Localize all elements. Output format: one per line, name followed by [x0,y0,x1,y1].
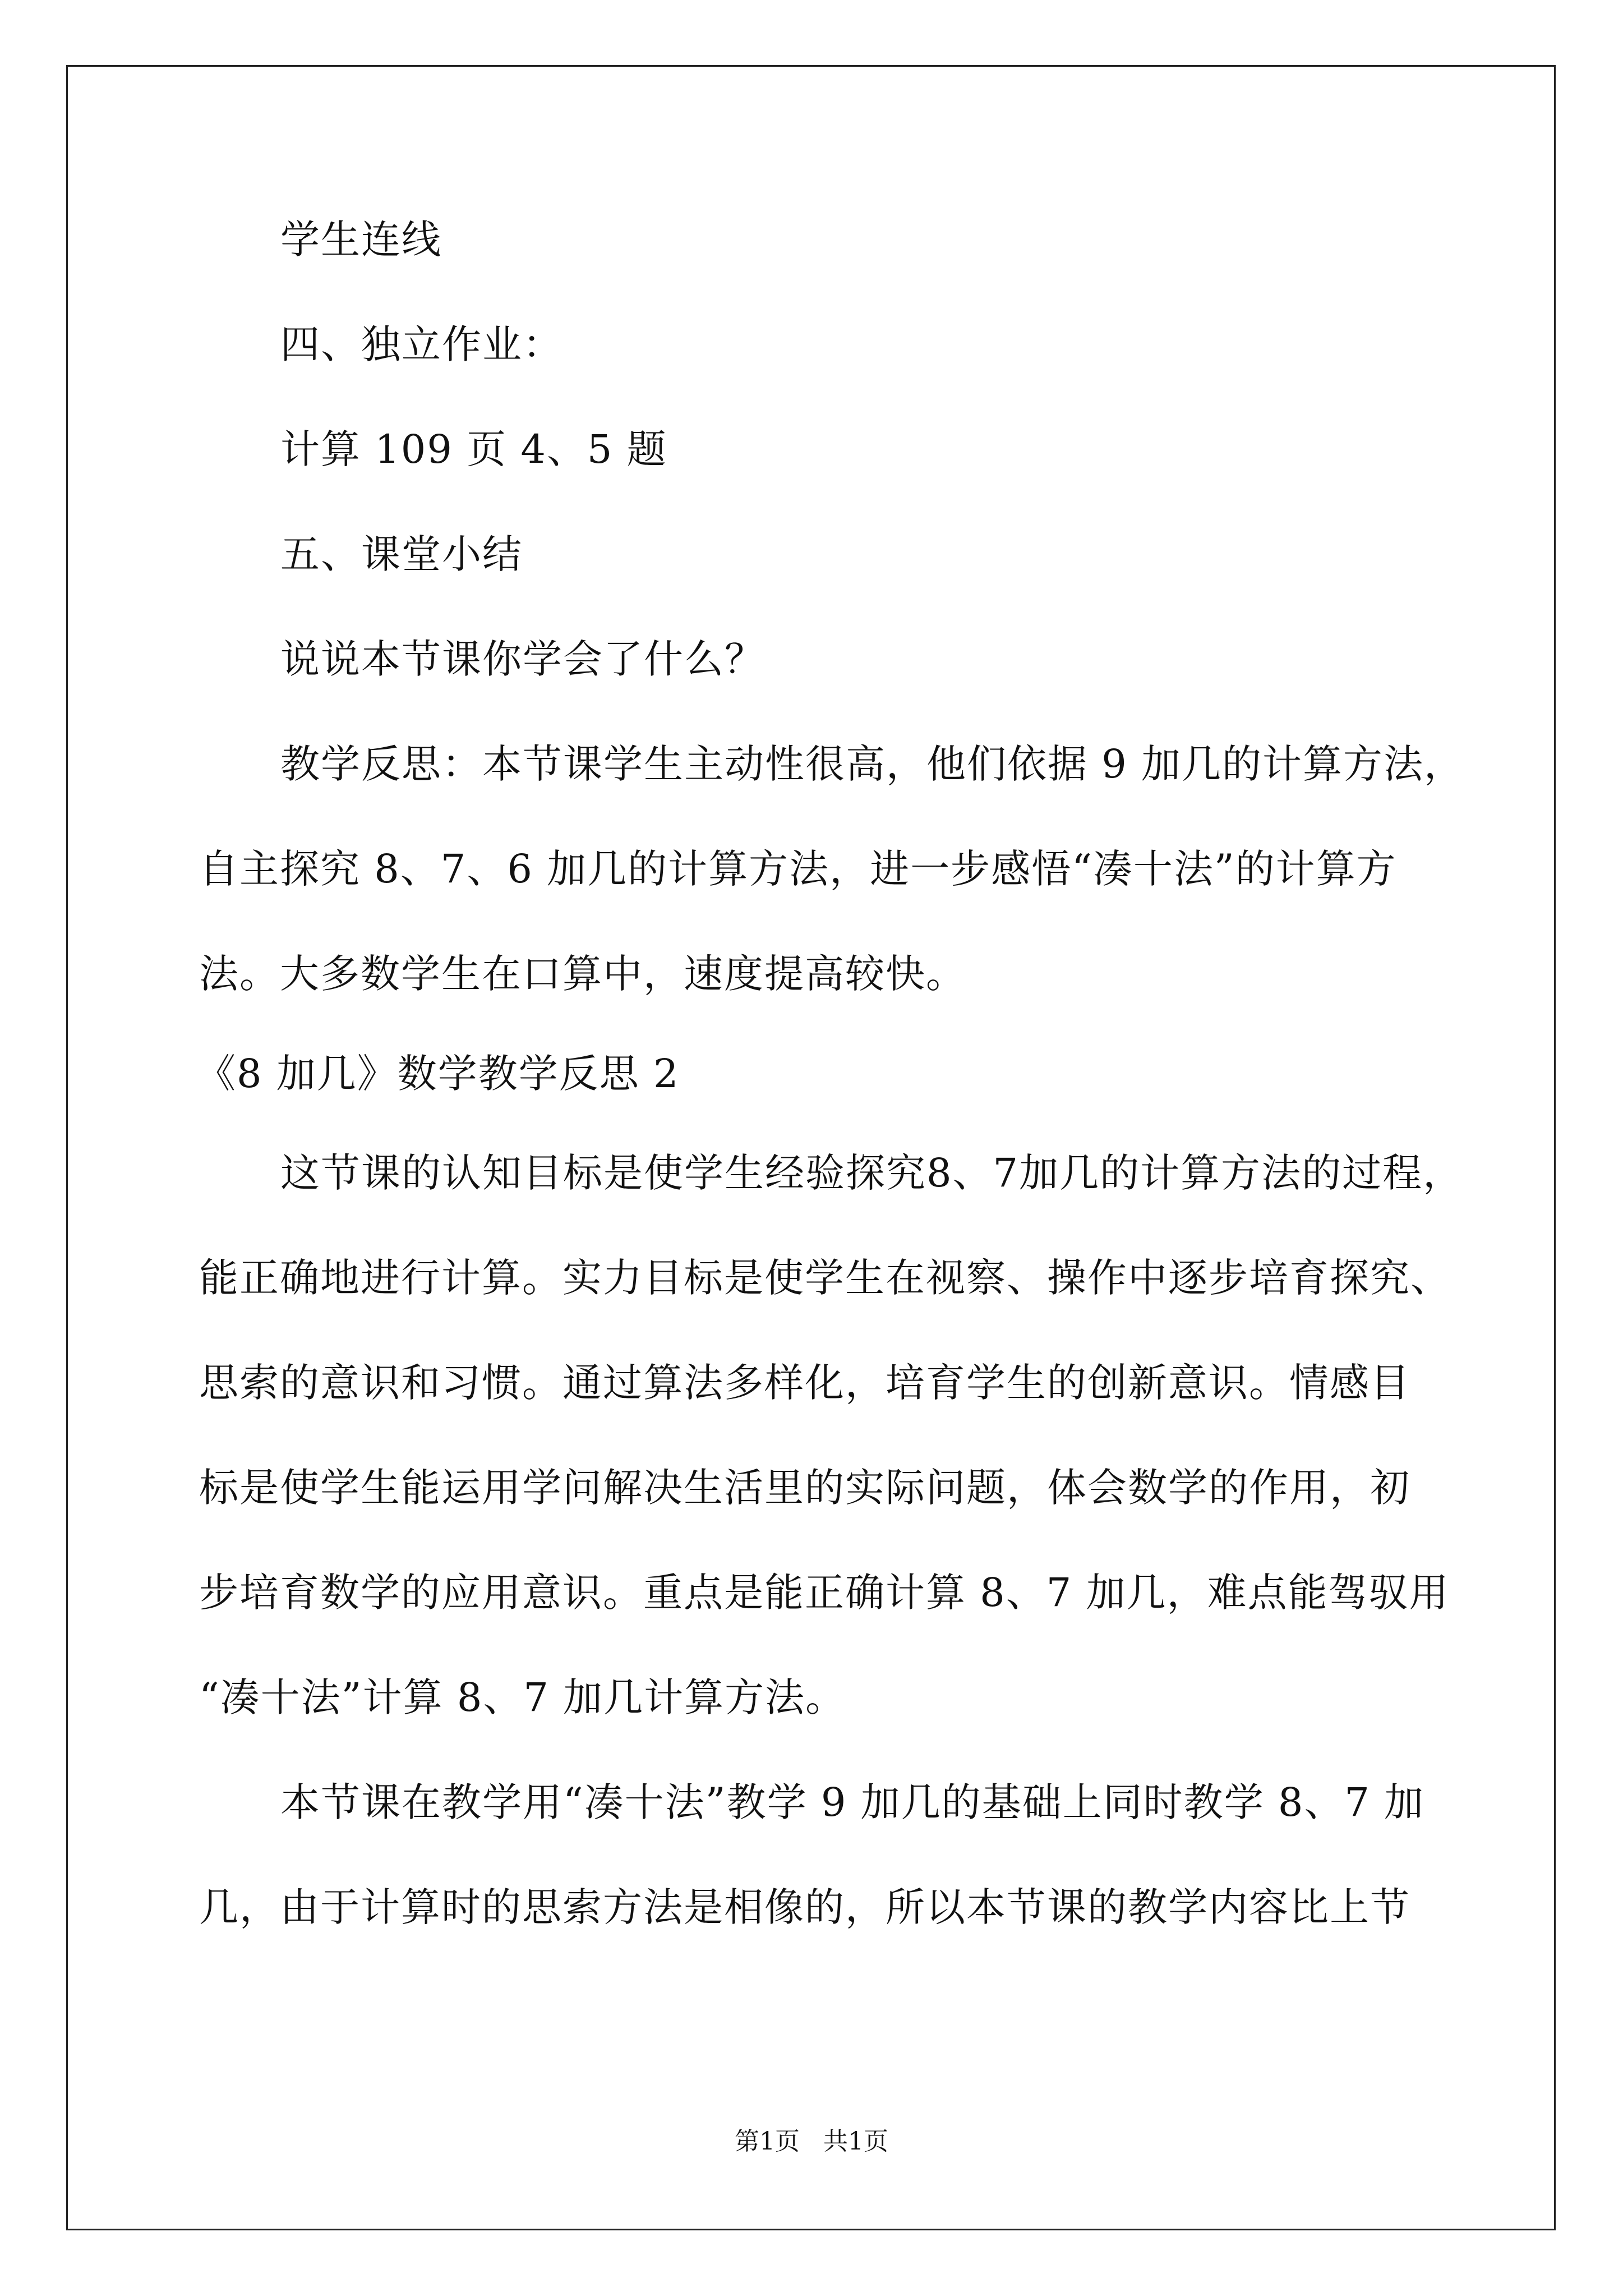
text-line: 说说本节课你学会了什么？ [280,636,765,682]
text-line: 教学反思：本节课学生主动性很高，他们依据 9 加几的计算方法， [280,741,1465,787]
text-line: 这节课的认知目标是使学生经验探究8、7加几的计算方法的过程， [280,1150,1464,1196]
section-heading: 《8 加几》数学教学反思 2 [196,1051,680,1097]
text-line: 自主探究 8、7、6 加几的计算方法，进一步感悟“凑十法”的计算方 [199,846,1397,892]
text-line: 计算 109 页 4、5 题 [280,426,667,472]
text-line: 本节课在教学用“凑十法”教学 9 加几的基础上同时教学 8、7 加 [280,1779,1425,1825]
text-line: 四、独立作业： [280,321,563,367]
text-line: 几，由于计算时的思索方法是相像的，所以本节课的教学内容比上节 [199,1884,1410,1930]
text-line: 法。大多数学生在口算中，速度提高较快。 [199,951,966,997]
text-line: 学生连线 [280,217,442,263]
text-line: 能正确地进行计算。实力目标是使学生在视察、操作中逐步培育探究、 [199,1255,1451,1301]
text-line: 标是使学生能运用学问解决生活里的实际问题，体会数学的作用，初 [199,1465,1410,1511]
text-line: “凑十法”计算 8、7 加几计算方法。 [199,1674,846,1720]
text-line: 思索的意识和习惯。通过算法多样化，培育学生的创新意识。情感目 [199,1360,1410,1406]
text-line: 步培育数学的应用意识。重点是能正确计算 8、7 加几，难点能驾驭用 [199,1570,1450,1616]
text-line: 五、课堂小结 [280,531,523,577]
page-footer: 第1页 共1页 [735,2127,888,2156]
